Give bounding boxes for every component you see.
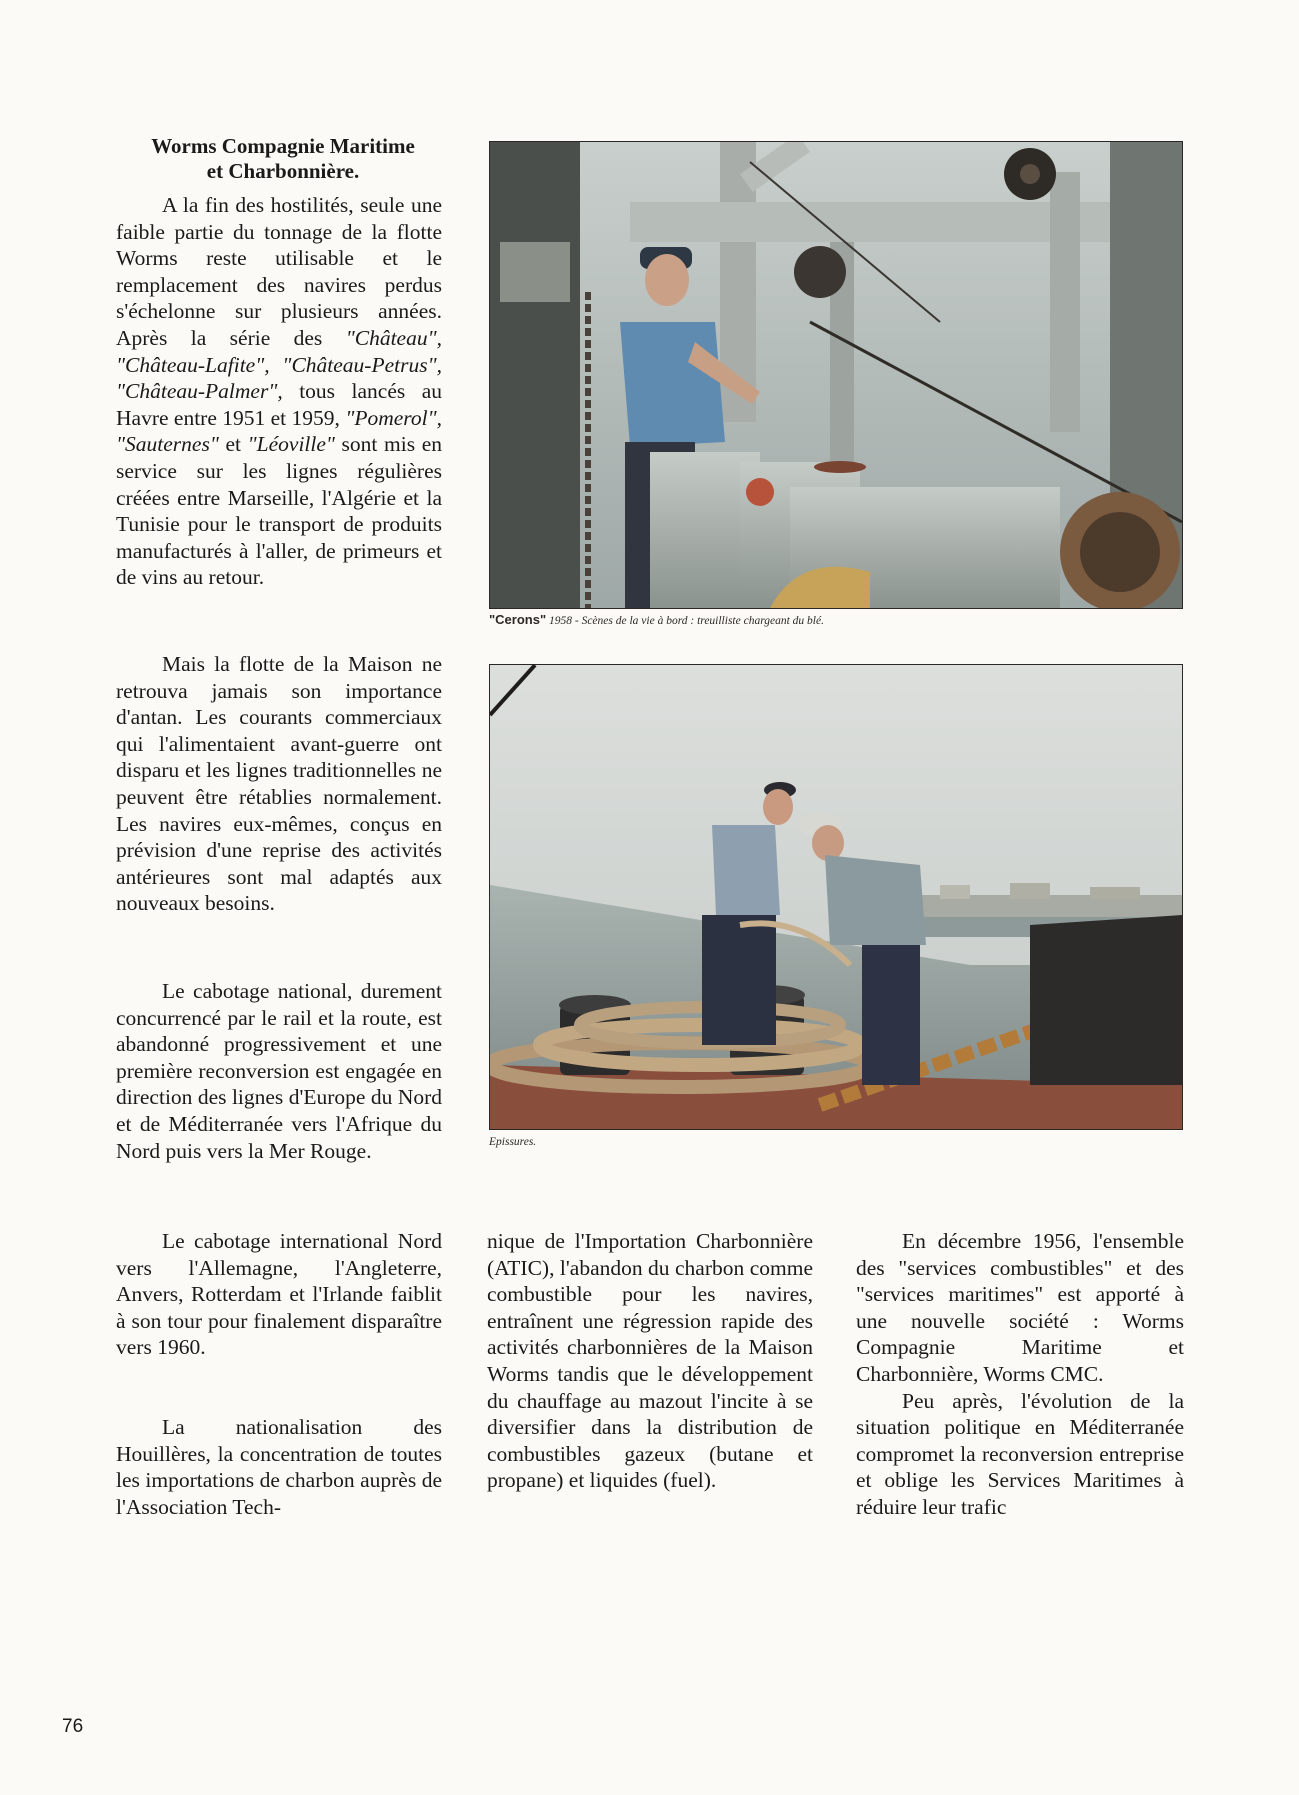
caption-photo-2: Epissures. <box>489 1136 537 1148</box>
page-number: 76 <box>62 1716 84 1737</box>
left-paragraph-5: La nationalisation des Houillères, la concentration de toutes les importations de charbon auprès de l'Association Tech- <box>116 1415 442 1519</box>
left-paragraph-2: Mais la flotte de la Maison ne retrouva jamais son importance d'antan. Les courants commerciaux qui l'alimentaient avant-guerre ont disparu et les lignes traditionnelles ne peuvent être rétablies normalement. Les navires eux-mêmes, conçus en prévision d'une reprise des activités antérieures sont mal adaptés aux nouveaux besoins. <box>116 652 442 916</box>
photo-rope-splicing <box>489 664 1183 1130</box>
middle-paragraph-1: nique de l'Importation Charbonnière (ATIC), l'abandon du charbon comme combustible pour les navires, entraînent une régression rapide des activités charbonnières de la Maison Worms tandis que le développement du chauffage au mazout l'incite à se diversifier dans la distribution de combustibles gazeux (butane et propane) et liquides (fuel). <box>487 1229 813 1493</box>
left-paragraph-3: Le cabotage national, durement concurrencé par le rail et la route, est abandonné progressivement et une première reconversion est engagée en direction des lignes d'Europe du Nord et de Méditerranée vers l'Afrique du Nord puis vers la Mer Rouge. <box>116 979 442 1163</box>
caption-description: 1958 - Scènes de la vie à bord : treuilliste chargeant du blé. <box>549 615 824 627</box>
right-paragraph-1: En décembre 1956, l'ensemble des "services combustibles" et des "services maritimes" est apporté à une nouvelle société : Worms Compagnie Maritime et Charbonnière, Worms CMC. Peu après, l'évolution de la situation politique en Méditerranée compromet la reconversion entreprise et oblige les Services Maritimes à réduire leur trafic <box>856 1229 1184 1519</box>
section-heading <box>116 134 450 184</box>
right-paragraph-2: Peu après, l'évolution de la situation politique en Méditerranée compromet la reconversion entreprise et oblige les Services Maritimes à réduire leur trafic <box>856 1388 1184 1519</box>
left-paragraph-1: A la fin des hostilités, seule une faible partie du tonnage de la flotte Worms reste utilisable et le remplacement des navires perdus s'échelonne sur plusieurs années. Après la série des "Château", "Château-Lafite", "Château-Petrus", "Château-Palmer", tous lancés au Havre entre 1951 et 1959, "Pomerol", "Sauternes" et "Léoville" sont mis en service sur les lignes régulières créées entre Marseille, l'Algérie et la Tunisie pour le transport de produits manufacturés à l'aller, de primeurs et de vins au retour. <box>116 193 442 590</box>
winch-operator-illustration <box>490 142 1182 608</box>
caption-ship-name: "Cerons" <box>489 612 547 627</box>
left-paragraph-4: Le cabotage international Nord vers l'Allemagne, l'Angleterre, Anvers, Rotterdam et l'Irlande faiblit à son tour pour finalement disparaître vers 1960. <box>116 1229 442 1360</box>
heading-line-1: Worms Compagnie Maritime <box>151 134 415 158</box>
rope-splicing-illustration <box>490 665 1182 1129</box>
photo-winch-operator <box>489 141 1183 609</box>
caption-photo-1 <box>489 613 824 628</box>
heading-line-2: et Charbonnière. <box>206 159 360 183</box>
